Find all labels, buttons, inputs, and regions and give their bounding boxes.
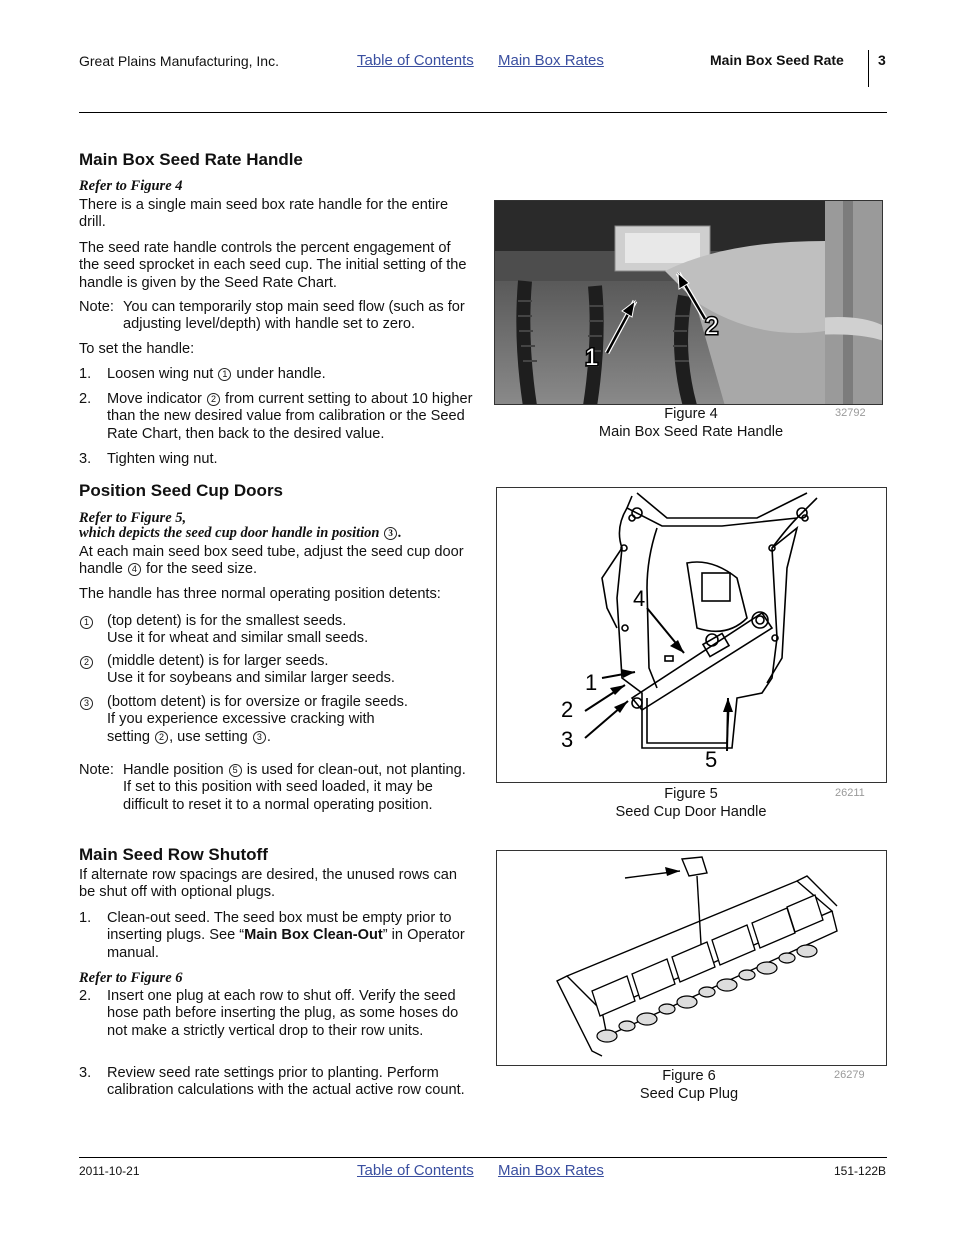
detent-marker: 1	[80, 616, 93, 629]
step-number: 2.	[79, 391, 92, 407]
heading-seed-cup-doors: Position Seed Cup Doors	[79, 481, 284, 500]
detent-description: (top detent) is for the smallest seeds. Use it for wheat and similar small seeds.	[107, 613, 369, 647]
figure-5-caption	[494, 786, 888, 821]
detent-description: (middle detent) is for larger seeds. Use it for soybeans and similar larger seeds.	[107, 653, 395, 687]
toc-link[interactable]: Table of Contents	[357, 52, 474, 69]
callout-2: 2	[705, 313, 719, 340]
callout-marker: 2	[207, 393, 220, 406]
step-number: 1.	[79, 910, 92, 926]
section-title: Main Box Seed Rate	[710, 52, 844, 68]
main-box-rates-link[interactable]: Main Box Rates	[498, 52, 604, 69]
heading-seed-rate-handle: Main Box Seed Rate Handle	[79, 150, 303, 169]
ref-figure-5: Refer to Figure 5,	[79, 510, 187, 526]
publication-date: 2011-10-21	[79, 1164, 140, 1178]
header-rule	[79, 112, 887, 113]
figure-6-diagram	[496, 850, 887, 1066]
step-number: 3.	[79, 451, 92, 467]
image-number: 32792	[835, 407, 866, 419]
step-number: 2.	[79, 988, 92, 1004]
main-box-rates-link-footer[interactable]: Main Box Rates	[498, 1162, 604, 1179]
callout-marker: 4	[128, 563, 141, 576]
paragraph: There is a single main seed box rate handle for the entire drill.	[79, 197, 449, 231]
image-number: 26211	[835, 787, 865, 799]
figure-title: Main Box Seed Rate Handle	[598, 423, 784, 440]
callout-marker: 5	[229, 764, 242, 777]
figure-title: Seed Cup Door Handle	[615, 803, 767, 820]
step-text: Review seed rate settings prior to planting. Perform calibration calculations with the actual active row count.	[107, 1065, 465, 1099]
callout-4: 4	[633, 586, 646, 611]
callout-1: 1	[585, 670, 598, 695]
figure-label: Figure 5	[664, 786, 718, 802]
paragraph: The handle has three normal operating position detents:	[79, 586, 441, 602]
header-divider	[868, 50, 869, 87]
figure-title: Seed Cup Plug	[639, 1085, 739, 1102]
page-number: 3	[878, 52, 886, 68]
step-text: Clean-out seed. The seed box must be empty prior to inserting plugs. See “Main Box Clean-Out” in Operator manual.	[107, 910, 465, 961]
step-number: 1.	[79, 366, 92, 382]
paragraph: To set the handle:	[79, 341, 195, 357]
detent-description: (bottom detent) is for oversize or fragile seeds. If you experience excessive cracking with setting 2 , use setting 3 .	[107, 694, 408, 745]
callout-3: 3	[561, 727, 574, 752]
step-text: Loosen wing nut 1 under handle.	[107, 366, 326, 382]
image-number: 26279	[834, 1069, 865, 1081]
callout-marker: 3	[384, 527, 397, 540]
ref-figure-6: Refer to Figure 6	[79, 970, 183, 986]
detent-marker: 3	[80, 697, 93, 710]
figure-6-caption	[492, 1068, 886, 1103]
callout-marker: 2	[155, 731, 168, 744]
toc-link-footer[interactable]: Table of Contents	[357, 1162, 474, 1179]
callout-1: 1	[585, 344, 599, 371]
note-text: You can temporarily stop main seed flow (such as for adjusting level/depth) with handle set to zero.	[123, 299, 465, 333]
ref-figure-5-detail: which depicts the seed cup door handle in position 3 .	[79, 525, 402, 541]
note-text: Handle position 5 is used for clean-out, not planting. If set to this position with seed loaded, it may be difficult to reset it to a normal operating position.	[123, 762, 466, 813]
callout-marker: 1	[218, 368, 231, 381]
step-text: Move indicator 2 from current setting to about 10 higher than the new desired value from calibration or the Seed Rate Chart, then back to the desired value.	[107, 391, 473, 442]
document-number: 151-122B	[834, 1164, 887, 1178]
step-number: 3.	[79, 1065, 92, 1081]
seed-cup-door-drawing	[497, 488, 887, 783]
ref-figure-4: Refer to Figure 4	[79, 178, 183, 194]
company-name: Great Plains Manufacturing, Inc.	[79, 53, 279, 69]
figure-4-caption	[494, 406, 888, 441]
paragraph: If alternate row spacings are desired, the unused rows can be shut off with optional plugs.	[79, 867, 458, 901]
footer-rule	[79, 1157, 887, 1158]
figure-4-photo	[494, 200, 883, 405]
note-label: Note:	[79, 299, 114, 315]
callout-5: 5	[705, 747, 718, 772]
callout-2: 2	[561, 697, 574, 722]
seed-cup-plug-drawing	[497, 851, 887, 1066]
step-text: Tighten wing nut.	[107, 451, 218, 467]
figure-5-diagram	[496, 487, 887, 783]
heading-row-shutoff: Main Seed Row Shutoff	[79, 845, 268, 864]
figure-label: Figure 4	[664, 406, 718, 422]
detent-marker: 2	[80, 656, 93, 669]
paragraph: The seed rate handle controls the percent engagement of the seed sprocket in each seed cup. The initial setting of the handle is given by the Seed Rate Chart.	[79, 240, 467, 291]
callout-marker: 3	[253, 731, 266, 744]
figure-label: Figure 6	[662, 1068, 716, 1084]
seed-rate-handle-photo	[495, 201, 883, 405]
step-text: Insert one plug at each row to shut off. Verify the seed hose path before inserting the plug, as some hoses do not make a strictly vertical drop to their row units.	[107, 988, 459, 1039]
note-label: Note:	[79, 762, 114, 778]
paragraph: At each main seed box seed tube, adjust the seed cup door handle 4 for the seed size.	[79, 544, 464, 578]
